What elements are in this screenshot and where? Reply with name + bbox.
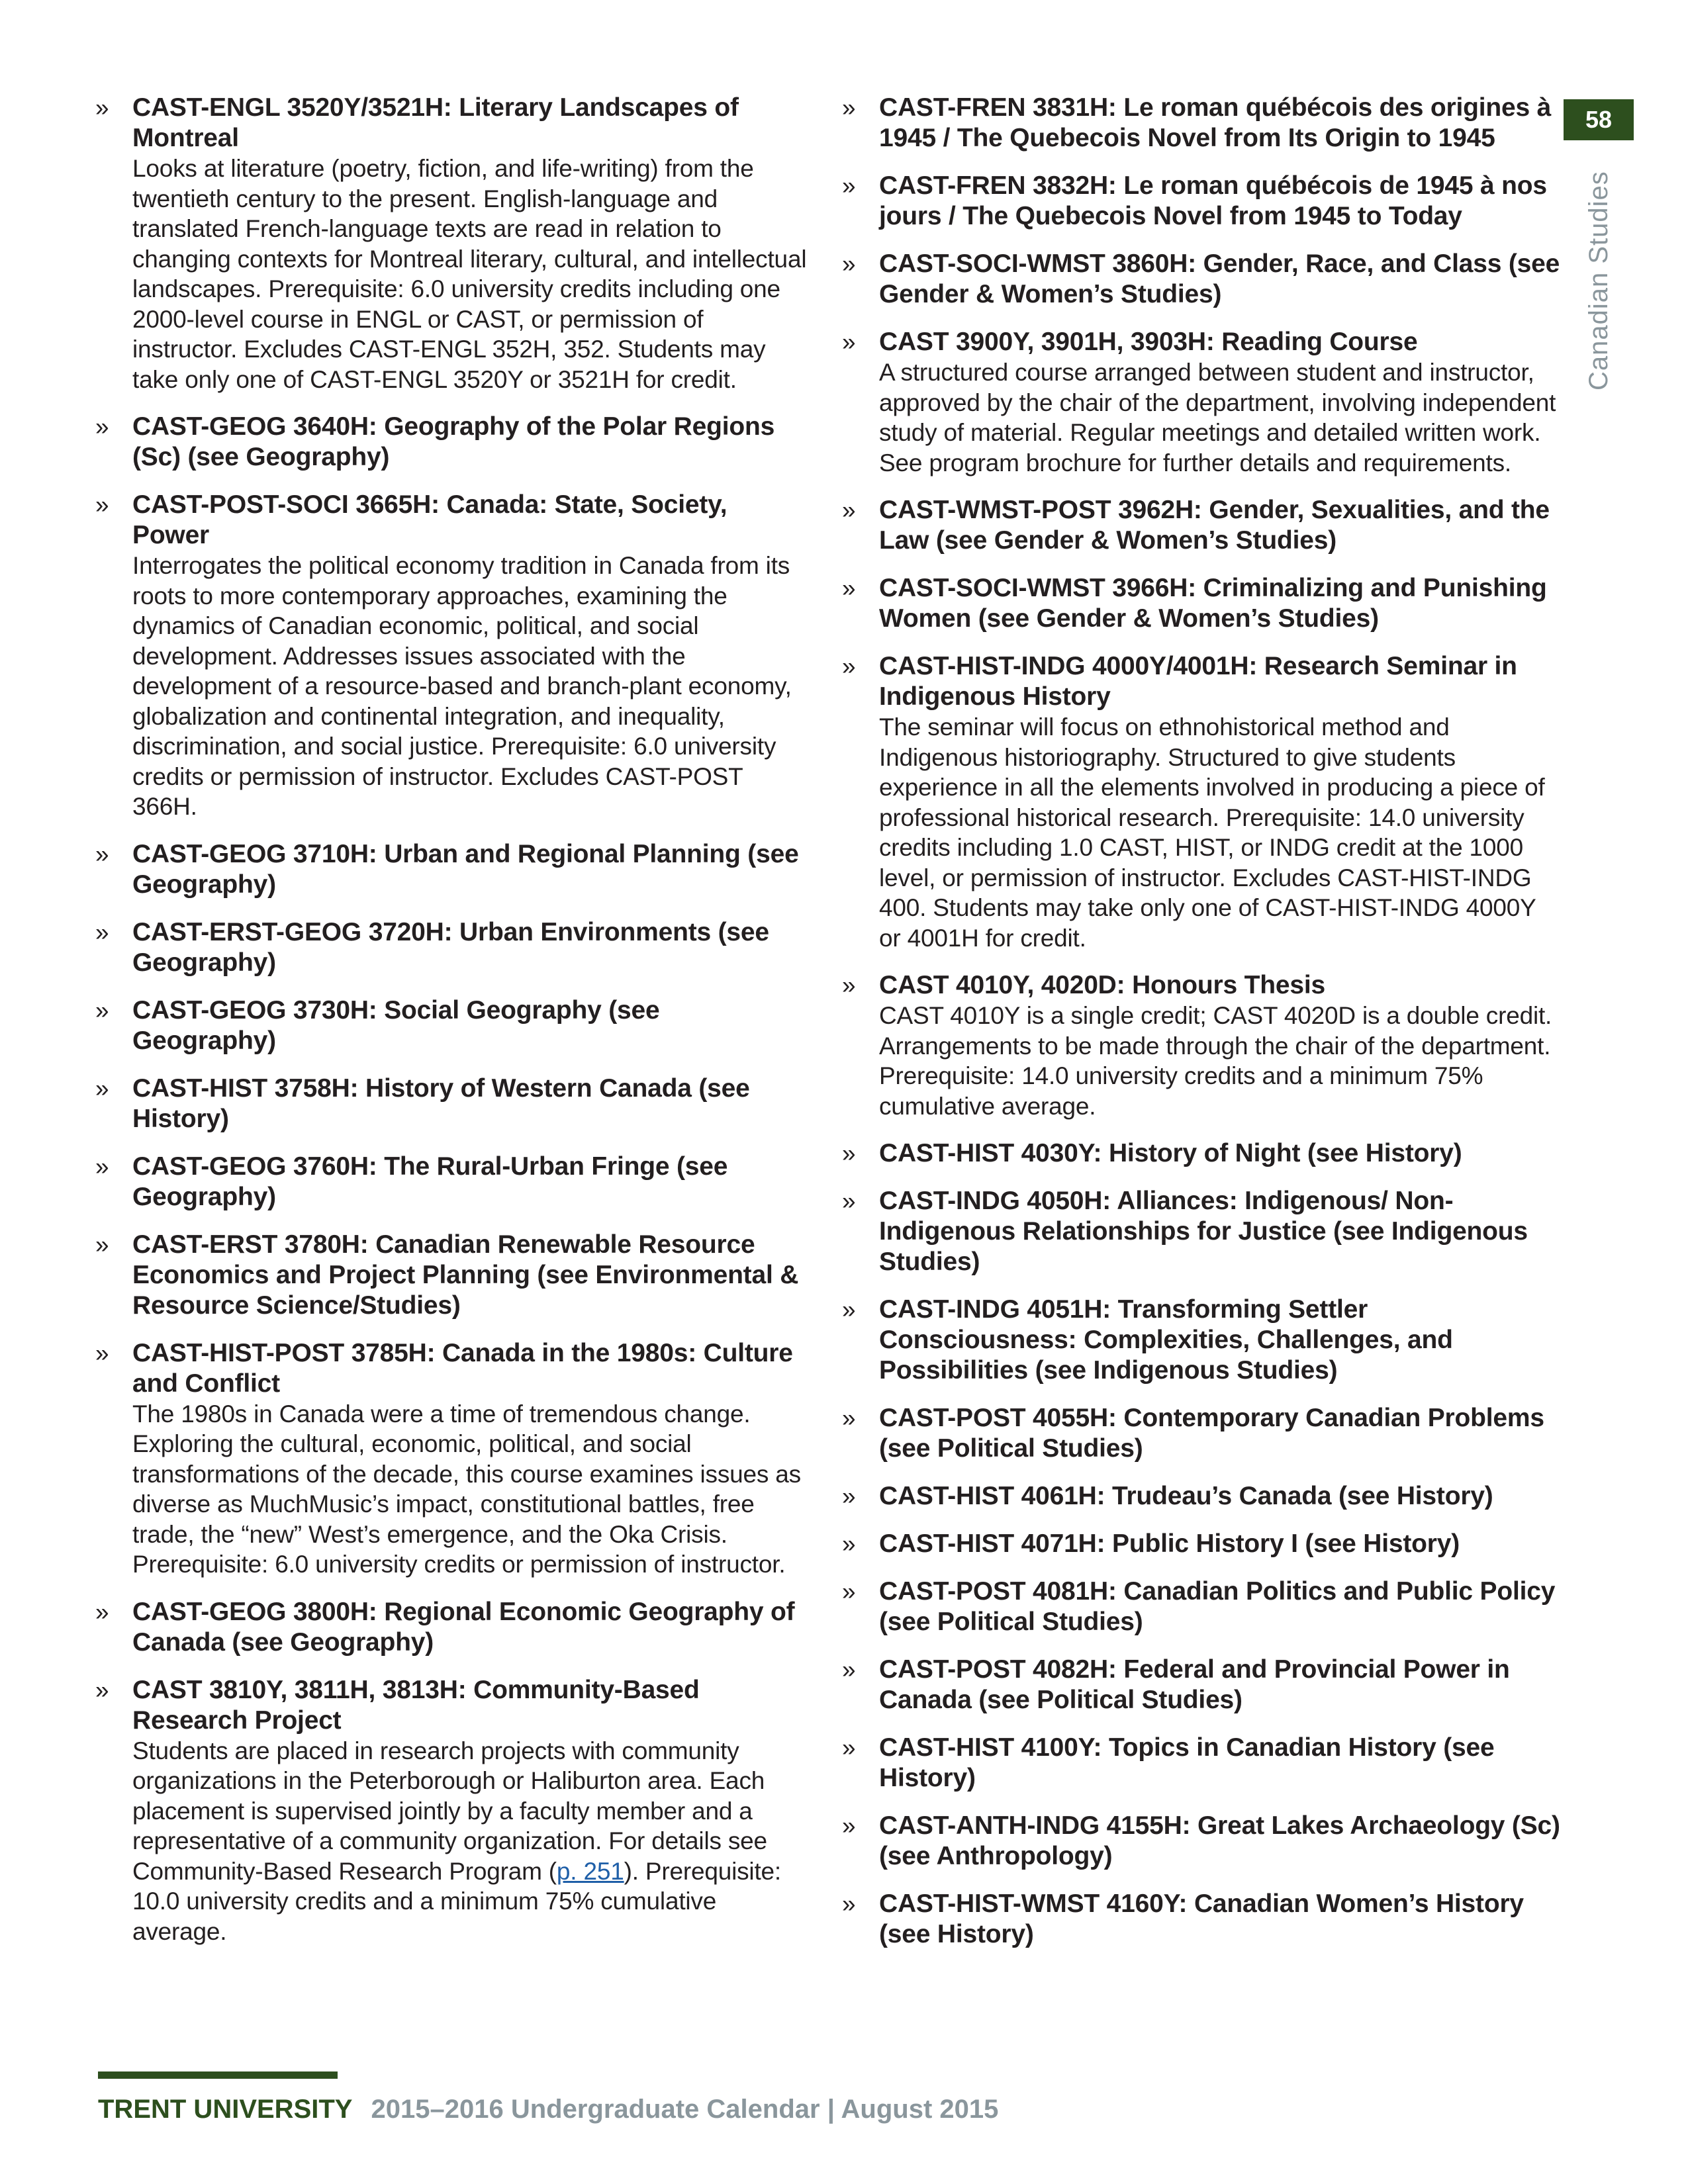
course-entry: [839, 651, 1562, 953]
course-title: CAST-INDG 4050H: Alliances: Indigenous/ Non-Indigenous Relationships for Justice (see Indigenous Studies): [879, 1187, 1528, 1276]
course-entry: [839, 1889, 1562, 1950]
course-title: CAST-HIST-WMST 4160Y: Canadian Women’s History (see History): [879, 1889, 1524, 1948]
bullet-glyph: »: [842, 250, 856, 277]
bullet-glyph: »: [842, 574, 856, 602]
bullet-glyph: »: [95, 1339, 109, 1367]
course-entry: [839, 1529, 1562, 1559]
bullet-glyph: »: [95, 1074, 109, 1102]
course-title: CAST-ERST-GEOG 3720H: Urban Environments (see Geography): [132, 917, 769, 977]
bullet-glyph: »: [95, 840, 109, 868]
bullet-glyph: »: [95, 996, 109, 1024]
course-entry: [839, 1481, 1562, 1512]
right-column: [839, 93, 1562, 1967]
course-description: The 1980s in Canada were a time of tremendous change. Exploring the cultural, economic, political, and social transformations of the decade, this course examines issues as diverse as MuchMusic’s impact, constitutional battles, free trade, the “new” West’s emergence, and the Oka Crisis. Prerequisite: 6.0 university credits or permission of instructor.: [132, 1400, 801, 1578]
course-entry: [839, 1295, 1562, 1386]
bullet-glyph: »: [842, 1482, 856, 1510]
page-link[interactable]: p. 251: [556, 1857, 624, 1885]
course-entry: [839, 1733, 1562, 1794]
bullet-glyph: »: [842, 1656, 856, 1683]
course-entry: [839, 1655, 1562, 1715]
course-description: CAST 4010Y is a single credit; CAST 4020D is a double credit. Arrangements to be made through the chair of the department. Prerequisite: 14.0 university credits and a minimum 75% cumulative average.: [879, 1002, 1552, 1120]
course-title: CAST 4010Y, 4020D: Honours Thesis: [879, 971, 1325, 999]
bullet-glyph: »: [842, 172, 856, 199]
description-text: ). Prerequisite: 10.0 university credits and a minimum 75% cumulative average.: [132, 1857, 781, 1945]
footer-rule: [98, 2071, 338, 2079]
course-title: CAST 3810Y, 3811H, 3813H: Community-Based Research Project: [132, 1675, 700, 1735]
course-description: Looks at literature (poetry, fiction, and life-writing) from the twentieth century to the present. English-language and translated French-language texts are read in relation to changing contexts for Montreal literary, cultural, and intellectual landscapes. Prerequisite: 6.0 university credits including one 2000-level course in ENGL or CAST, or permission of instructor. Excludes CAST-ENGL 352H, 352. Students may take only one of CAST-ENGL 3520Y or 3521H for credit.: [132, 155, 807, 393]
course-entry: [839, 327, 1562, 478]
course-title: CAST-HIST 3758H: History of Western Canada (see History): [132, 1073, 750, 1133]
bullet-glyph: »: [95, 413, 109, 440]
bullet-glyph: »: [842, 1890, 856, 1917]
bullet-glyph: »: [95, 1230, 109, 1258]
course-description: The seminar will focus on ethnohistorical method and Indigenous historiography. Structured to give students experience in all the elements involved in producing a piece of professional historical research. Prerequisite: 14.0 university credits including 1.0 CAST, HIST, or INDG credit at the 1000 level, or permission of instructor. Excludes CAST-HIST-INDG 400. Students may take only one of CAST-HIST-INDG 4000Y or 4001H for credit.: [879, 713, 1545, 952]
course-entry: [839, 573, 1562, 634]
course-entry: [839, 93, 1562, 154]
course-description: [132, 1736, 808, 1947]
course-title: CAST-POST 4081H: Canadian Politics and Public Policy (see Political Studies): [879, 1577, 1556, 1636]
course-entry: [93, 839, 808, 900]
course-entry: [93, 1073, 808, 1134]
course-title: CAST-POST-SOCI 3665H: Canada: State, Society, Power: [132, 490, 727, 549]
course-title: CAST-HIST 4100Y: Topics in Canadian History (see History): [879, 1733, 1495, 1792]
bullet-glyph: »: [95, 491, 109, 518]
footer-calendar: 2015–2016 Undergraduate Calendar | August 2015: [371, 2095, 999, 2124]
bullet-glyph: »: [842, 1812, 856, 1839]
course-title: CAST-ANTH-INDG 4155H: Great Lakes Archaeology (Sc) (see Anthropology): [879, 1811, 1560, 1870]
bullet-glyph: »: [842, 1404, 856, 1432]
course-title: CAST-POST 4055H: Contemporary Canadian Problems (see Political Studies): [879, 1404, 1544, 1463]
course-title: CAST-GEOG 3800H: Regional Economic Geography of Canada (see Geography): [132, 1597, 795, 1657]
bullet-glyph: »: [95, 1676, 109, 1704]
footer-university: TRENT UNIVERSITY: [98, 2095, 353, 2124]
course-title: CAST-HIST 4071H: Public History I (see History): [879, 1529, 1460, 1558]
bullet-glyph: »: [842, 328, 856, 355]
course-entry: [93, 1597, 808, 1658]
course-entry: [839, 495, 1562, 556]
bullet-glyph: »: [842, 1734, 856, 1761]
course-title: CAST-POST 4082H: Federal and Provincial Power in Canada (see Political Studies): [879, 1655, 1510, 1714]
course-title: CAST-SOCI-WMST 3860H: Gender, Race, and Class (see Gender & Women’s Studies): [879, 250, 1560, 308]
course-entry: [93, 490, 808, 822]
course-description: A structured course arranged between student and instructor, approved by the chair of the department, involving independent study of material. Regular meetings and detailed written work. See program brochure for further details and requirements.: [879, 359, 1556, 477]
bullet-glyph: »: [842, 496, 856, 523]
course-entry: [839, 249, 1562, 310]
bullet-glyph: »: [842, 1296, 856, 1323]
bullet-glyph: »: [842, 1530, 856, 1557]
course-entry: [93, 1152, 808, 1212]
footer: [98, 2095, 998, 2124]
bullet-glyph: »: [95, 918, 109, 946]
bullet-glyph: »: [95, 1598, 109, 1625]
course-title: CAST-GEOG 3730H: Social Geography (see Geography): [132, 995, 660, 1055]
left-column: [93, 93, 808, 1964]
course-title: CAST-ERST 3780H: Canadian Renewable Resource Economics and Project Planning (see Environmental & Resource Science/Studies): [132, 1230, 799, 1320]
course-title: CAST-SOCI-WMST 3966H: Criminalizing and Punishing Women (see Gender & Women’s Studies): [879, 574, 1547, 633]
section-side-label: Canadian Studies: [1584, 171, 1613, 390]
course-entry: [839, 1138, 1562, 1169]
bullet-glyph: »: [842, 1578, 856, 1605]
course-entry: [93, 1230, 808, 1321]
bullet-glyph: »: [95, 1152, 109, 1180]
bullet-glyph: »: [842, 653, 856, 680]
course-title: CAST-HIST-INDG 4000Y/4001H: Research Seminar in Indigenous History: [879, 652, 1517, 711]
course-description: Interrogates the political economy tradition in Canada from its roots to more contemporary approaches, examining the dynamics of Canadian economic, political, and social development. Addresses issues associated with the development of a resource-based and branch-plant economy, globalization and continental integration, and inequality, discrimination, and social justice. Prerequisite: 6.0 university credits or permission of instructor. Excludes CAST-POST 366H.: [132, 552, 792, 820]
course-title: CAST-FREN 3832H: Le roman québécois de 1945 à nos jours / The Quebecois Novel from 1945 to Today: [879, 171, 1547, 230]
course-title: CAST-GEOG 3710H: Urban and Regional Planning (see Geography): [132, 839, 799, 899]
course-entry: [93, 93, 808, 394]
bullet-glyph: »: [842, 972, 856, 999]
course-entry: [839, 1576, 1562, 1637]
course-title: CAST-HIST-POST 3785H: Canada in the 1980s: Culture and Conflict: [132, 1338, 793, 1398]
course-title: CAST-HIST 4030Y: History of Night (see History): [879, 1139, 1462, 1167]
course-entry: [839, 1186, 1562, 1277]
course-title: CAST-GEOG 3760H: The Rural-Urban Fringe (see Geography): [132, 1152, 728, 1211]
course-entry: [93, 412, 808, 473]
course-entry: [93, 1675, 808, 1947]
bullet-glyph: »: [842, 1187, 856, 1214]
course-title: CAST 3900Y, 3901H, 3903H: Reading Course: [879, 328, 1418, 356]
bullet-glyph: »: [842, 1140, 856, 1167]
course-entry: [93, 995, 808, 1056]
bullet-glyph: »: [95, 94, 109, 121]
course-title: CAST-INDG 4051H: Transforming Settler Consciousness: Complexities, Challenges, and Possibilities (see Indigenous Studies): [879, 1295, 1453, 1385]
description-text: Students are placed in research projects with community organizations in the Peterborough or Haliburton area. Each placement is supervised jointly by a faculty member and a representative of a community organization. For details see Community-Based Research Program (: [132, 1737, 767, 1885]
course-title: CAST-HIST 4061H: Trudeau’s Canada (see History): [879, 1482, 1493, 1510]
course-entry: [93, 917, 808, 978]
bullet-glyph: »: [842, 94, 856, 121]
course-title: CAST-GEOG 3640H: Geography of the Polar Regions (Sc) (see Geography): [132, 412, 775, 471]
course-entry: [839, 1403, 1562, 1464]
course-entry: [839, 970, 1562, 1121]
page-number-badge: 58: [1564, 99, 1634, 140]
course-title: CAST-WMST-POST 3962H: Gender, Sexualities, and the Law (see Gender & Women’s Studies): [879, 496, 1550, 555]
course-title: CAST-ENGL 3520Y/3521H: Literary Landscapes of Montreal: [132, 93, 739, 152]
course-entry: [839, 171, 1562, 232]
course-entry: [839, 1811, 1562, 1872]
course-entry: [93, 1338, 808, 1580]
course-title: CAST-FREN 3831H: Le roman québécois des origines à 1945 / The Quebecois Novel from Its Origin to 1945: [879, 93, 1552, 152]
